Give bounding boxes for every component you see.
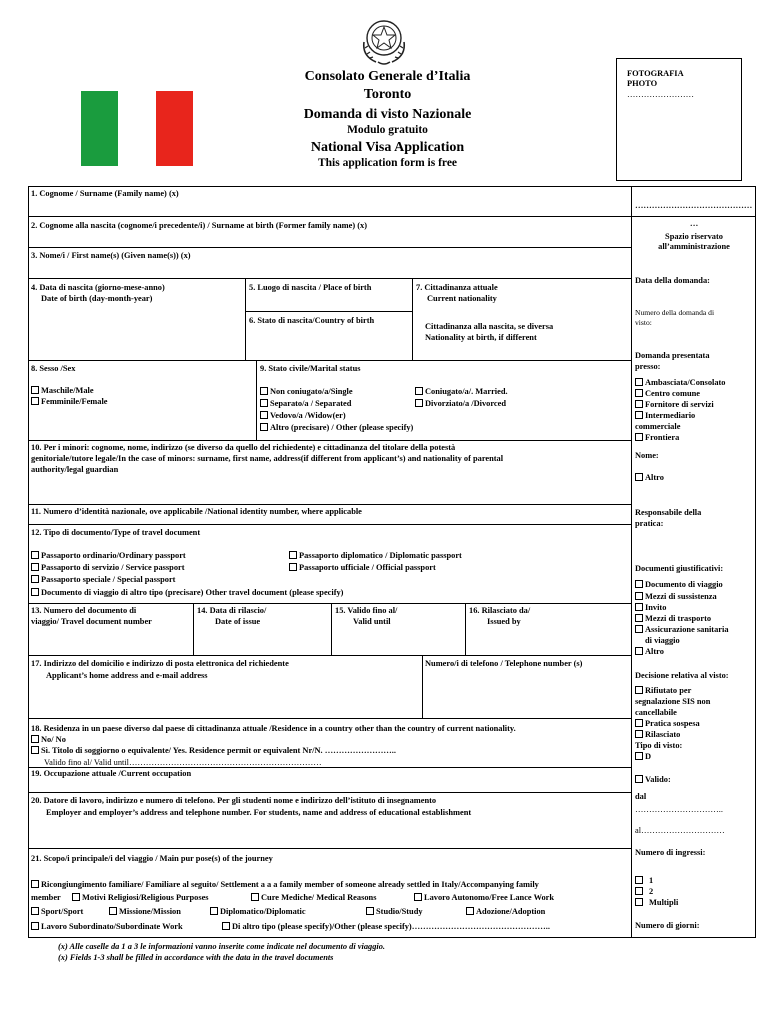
field-21-purpose: 21. Scopo/i principale/i del viaggio / Main pur pose(s) of the journey [31,854,273,863]
footnote-it: (x) Alle caselle da 1 a 3 le informazioni vanno inserite come indicate nel documento di viaggio. [58,942,385,951]
field-7-nationality-en: Current nationality [427,294,497,303]
admin-doc-other-label: Altro [645,647,664,656]
admin-submitted-at: Domanda presentata [635,351,710,360]
admin-application-date: Data della domanda: [635,276,710,285]
residence-yes-checkbox[interactable] [31,746,39,754]
marital-single-checkbox[interactable] [260,387,268,395]
marital-married-label: Coniugato/a/. Married. [425,387,508,396]
field-4-dob[interactable]: 4. Data di nascita (giorno-mese-anno) [31,283,165,292]
marital-separated-option[interactable] [260,399,351,410]
field-15-valid-until[interactable]: 15. Valido fino al/ [335,606,398,615]
field-7-nationality[interactable]: 7. Cittadinanza attuale [416,283,498,292]
field-6-country-of-birth[interactable]: 6. Stato di nascita/Country of birth [249,316,375,325]
form-free-en: This application form is free [317,157,458,169]
purpose-other-option[interactable] [222,922,550,933]
marital-other-label: Altro (precisare) / Other (please specify) [270,423,414,432]
admin-entries-1-option[interactable] [635,876,653,887]
admin-reserved: Spazio riservato [665,232,723,241]
purpose-study-label: Studio/Study [376,907,423,916]
footnote-en: (x) Fields 1-3 shall be filled in accordance with the data in the travel documents [58,953,334,962]
purpose-mission-checkbox[interactable] [109,907,117,915]
doc-diplomatic-checkbox[interactable] [289,551,297,559]
admin-issued-option[interactable] [635,730,680,741]
marital-other-checkbox[interactable] [260,423,268,431]
purpose-adoption-checkbox[interactable] [466,907,474,915]
admin-border-option[interactable] [635,433,679,444]
admin-doc-transport-label: Mezzi di trasporto [645,614,712,623]
doc-official-checkbox[interactable] [289,563,297,571]
admin-doc-transport-checkbox[interactable] [635,614,643,622]
admin-entries-2-checkbox[interactable] [635,887,643,895]
admin-valid-checkbox[interactable] [635,775,643,783]
doc-official-label: Passaporto ufficiale / Official passport [299,563,436,572]
purpose-mission-label: Missione/Mission [119,907,181,916]
purpose-sport-checkbox[interactable] [31,907,39,915]
form-title-en: National Visa Application [310,140,465,155]
admin-responsible-2: pratica: [635,519,664,528]
doc-service-checkbox[interactable] [31,563,39,571]
sex-female-checkbox[interactable] [31,397,39,405]
field-14-issue-date-en: Date of issue [215,617,261,626]
sex-male-checkbox[interactable] [31,386,39,394]
purpose-freelance-option[interactable] [414,893,554,904]
admin-embassy-checkbox[interactable] [635,378,643,386]
marital-divorced-label: Divorziato/a /Divorced [425,399,507,408]
photo-label-it: FOTOGRAFIA [627,69,684,78]
admin-entries-2-label: 2 [649,887,654,896]
marital-other-option[interactable] [260,423,413,434]
flag-green-band [81,91,118,166]
field-20-employer[interactable]: 20. Datore di lavoro, indirizzo e numero di telefono. Per gli studenti nome e indirizzo dell’istituto di insegnamento [31,796,437,805]
admin-border-checkbox[interactable] [635,433,643,441]
purpose-sport-option[interactable] [31,907,83,918]
admin-submitted-at-2: presso: [635,362,661,371]
marital-married-checkbox[interactable] [415,387,423,395]
admin-doc-means-option[interactable] [635,592,717,603]
flag-white-band [118,91,156,166]
field-16-issued-by-en: Issued by [487,617,521,626]
admin-entries: Numero di ingressi: [635,848,706,857]
residence-yes-label: Sì. Titolo di soggiorno o equivalente/ Yes. Residence permit or equivalent Nr/N. …………………….. [41,746,396,755]
admin-common-center-checkbox[interactable] [635,389,643,397]
admin-valid-from-dots[interactable]: ………………………….. [635,805,723,814]
doc-other-option[interactable] [31,588,343,599]
admin-service-provider-checkbox[interactable] [635,400,643,408]
field-8-sex: 8. Sesso /Sex [31,364,76,373]
admin-responsible: Responsabile della [635,508,702,517]
sex-female-label: Femminile/Female [41,397,108,406]
admin-doc-travel-checkbox[interactable] [635,580,643,588]
purpose-study-checkbox[interactable] [366,907,374,915]
doc-other-checkbox[interactable] [31,588,39,596]
marital-widow-checkbox[interactable] [260,411,268,419]
admin-entries-2-option[interactable] [635,887,653,898]
admin-entries-1-label: 1 [649,876,654,885]
admin-intermediary-label-2: commerciale [635,422,681,431]
form-title-it: Domanda di visto Nazionale [303,107,472,122]
admin-doc-insurance-checkbox[interactable] [635,625,643,633]
admin-supporting-docs: Documenti giustificativi: [635,564,724,573]
purpose-family-checkbox[interactable] [31,880,39,888]
purpose-sport-label: Sport/Sport [41,907,84,916]
field-11-national-id[interactable]: 11. Numero d’identità nazionale, ove applicabile /National identity number, where applicable [31,507,362,516]
marital-single-label: Non coniugato/a/Single [270,387,353,396]
admin-doc-invite-label: Invito [645,603,667,612]
field-18-residence: 18. Residenza in un paese diverso dal paese di cittadinanza attuale /Residence in a country other than the country of current nationality. [31,724,516,733]
purpose-religious-option[interactable] [72,893,209,904]
doc-other-label: Documento di viaggio di altro tipo (precisare) Other travel document (please specify) [41,588,344,597]
admin-application-number: Numero della domanda di [635,308,715,317]
city-name: Toronto [363,87,412,102]
admin-application-number-2: visto: [635,318,652,327]
photo-dots: …………………… [627,90,694,99]
admin-visa-type-d-option[interactable] [635,752,651,763]
purpose-medical-option[interactable] [251,893,376,904]
admin-other-checkbox[interactable] [635,473,643,481]
admin-doc-invite-option[interactable] [635,603,666,614]
admin-other-option[interactable] [635,473,664,484]
field-17-address[interactable]: 17. Indirizzo del domicilio e indirizzo di posta elettronica del richiedente [31,659,289,668]
field-10-minors-line3: authority/legal guardian [31,465,119,474]
admin-intermediary-option[interactable] [635,411,695,422]
field-16-issued-by[interactable]: 16. Rilasciato da/ [469,606,531,615]
field-2-surname-at-birth[interactable]: 2. Cognome alla nascita (cognome/i precedente/i) / Surname at birth (Former family name) (x) [31,221,368,230]
admin-doc-travel-option[interactable] [635,580,723,591]
marital-single-option[interactable] [260,387,353,398]
admin-doc-other-checkbox[interactable] [635,647,643,655]
admin-visa-type: Tipo di visto: [635,741,683,750]
doc-service-label: Passaporto di servizio / Service passport [41,563,185,572]
purpose-subordinate-label: Lavoro Subordinato/Subordinate Work [41,922,183,931]
doc-special-checkbox[interactable] [31,575,39,583]
sex-male-option[interactable] [31,386,94,397]
marital-divorced-option[interactable] [415,399,506,410]
admin-service-provider-option[interactable] [635,400,714,411]
doc-ordinary-option[interactable] [31,551,186,562]
field-9-marital-status: 9. Stato civile/Marital status [260,364,361,373]
field-13-doc-number-en: viaggio/ Travel document number [31,617,152,626]
admin-doc-insurance-label: Assicurazione sanitaria [645,625,729,634]
admin-common-center-label: Centro comune [645,389,700,398]
admin-embassy-label: Ambasciata/Consolato [645,378,726,387]
purpose-freelance-label: Lavoro Autonomo/Free Lance Work [424,893,555,902]
admin-other-label: Altro [645,473,664,482]
purpose-study-option[interactable] [366,907,423,918]
admin-valid-from: dal [635,792,647,801]
admin-entries-multi-label: Multipli [649,898,679,907]
purpose-diplomatic-checkbox[interactable] [210,907,218,915]
purpose-diplomatic-option[interactable] [210,907,306,918]
purpose-family-label: Ricongiungimento familiare/ Familiare al seguito/ Settlement a a a family member of someone already settled in Italy/Accompanying family [41,880,539,889]
photo-label-en: PHOTO [627,79,658,88]
purpose-adoption-option[interactable] [466,907,545,918]
field-15-valid-until-en: Valid until [353,617,391,626]
field-17-telephone[interactable]: Numero/i di telefono / Telephone number (s) [425,659,583,668]
field-3-first-names[interactable]: 3. Nome/i / First name(s) (Given name(s)) (x) [31,251,191,260]
admin-refused-option[interactable] [635,686,691,697]
purpose-religious-label: Motivi Religiosi/Religious Purposes [82,893,209,902]
admin-embassy-option[interactable] [635,378,726,389]
doc-diplomatic-label: Passaporto diplomatico / Diplomatic passport [299,551,462,560]
field-20-employer-en: Employer and employer’s address and telephone number. For students, name and address of educational establishment [46,808,472,817]
residence-valid-until[interactable]: Valido fino al/ Valid until…………………………………………………………… [44,758,322,767]
admin-doc-insurance-label-2: di viaggio [645,636,680,645]
admin-suspended-option[interactable] [635,719,700,730]
field-13-doc-number[interactable]: 13. Numero del documento di [31,606,137,615]
field-5-place-of-birth[interactable]: 5. Luogo di nascita / Place of birth [249,283,372,292]
admin-entries-multi-option[interactable] [635,898,678,909]
admin-reserved-2: all’amministrazione [658,242,730,251]
admin-suspended-checkbox[interactable] [635,719,643,727]
purpose-diplomatic-label: Diplomatico/Diplomatic [220,907,306,916]
field-19-occupation[interactable]: 19. Occupazione attuale /Current occupation [31,769,192,778]
admin-entries-1-checkbox[interactable] [635,876,643,884]
admin-service-provider-label: Fornitore di servizi [645,400,714,409]
purpose-religious-checkbox[interactable] [72,893,80,901]
marital-separated-checkbox[interactable] [260,399,268,407]
admin-intermediary-label: Intermediario [645,411,696,420]
field-17-address-en: Applicant’s home address and e-mail address [46,671,208,680]
purpose-family-option[interactable] [31,880,539,891]
purpose-medical-checkbox[interactable] [251,893,259,901]
field-14-issue-date[interactable]: 14. Data di rilascio/ [197,606,267,615]
admin-border-label: Frontiera [645,433,680,442]
purpose-subordinate-option[interactable] [31,922,183,933]
field-7-nationality-birth-en: Nationality at birth, if different [425,333,537,342]
field-10-minors-line2: genitoriale/tutore legale/In the case of minors: surname, first name, address(if different from applicant’s) and nationality of parental [31,454,504,463]
marital-married-option[interactable] [415,387,508,398]
admin-name: Nome: [635,451,659,460]
flag-red-band [156,91,193,166]
admin-suspended-label: Pratica sospesa [645,719,700,728]
field-12-document-type: 12. Tipo di documento/Type of travel document [31,528,201,537]
residence-no-checkbox[interactable] [31,735,39,743]
marital-widow-label: Vedovo/a /Widow(er) [270,411,346,420]
admin-doc-transport-option[interactable] [635,614,711,625]
header [255,68,520,169]
residence-no-label: No/ No [41,735,66,744]
marital-divorced-checkbox[interactable] [415,399,423,407]
admin-doc-means-checkbox[interactable] [635,592,643,600]
doc-service-option[interactable] [31,563,185,574]
admin-doc-insurance-option[interactable] [635,625,729,636]
purpose-medical-label: Cure Mediche/ Medical Reasons [261,893,377,902]
field-4-dob-en: Date of birth (day-month-year) [41,294,153,303]
field-10-minors[interactable]: 10. Per i minori: cognome, nome, indirizzo (se diverso da quello del richiedente) e cittadinanza del titolare della potestà [31,443,456,452]
purpose-other-checkbox[interactable] [222,922,230,930]
admin-intermediary-checkbox[interactable] [635,411,643,419]
residence-no-option[interactable] [31,735,66,746]
photo-box[interactable] [616,58,742,181]
admin-refused-label-3: cancellabile [635,708,677,717]
admin-decision: Decisione relativa al visto: [635,671,729,680]
italian-flag [81,91,193,166]
doc-official-option[interactable] [289,563,436,574]
admin-visa-type-d-checkbox[interactable] [635,752,643,760]
admin-doc-other-option[interactable] [635,647,664,658]
admin-doc-means-label: Mezzi di sussistenza [645,592,717,601]
purpose-adoption-label: Adozione/Adoption [476,907,546,916]
sex-male-label: Maschile/Male [41,386,94,395]
residence-yes-option[interactable] [31,746,396,757]
admin-refused-label-2: segnalazione SIS non [635,697,711,706]
consulate-name: Consolato Generale d’Italia [304,69,471,84]
doc-special-label: Passaporto speciale / Special passport [41,575,176,584]
doc-diplomatic-option[interactable] [289,551,462,562]
form-free-it: Modulo gratuito [347,124,428,136]
admin-valid-to[interactable]: al………………………… [635,826,725,835]
purpose-subordinate-checkbox[interactable] [31,922,39,930]
emblem-icon [356,12,412,68]
admin-refused-checkbox[interactable] [635,686,643,694]
doc-ordinary-label: Passaporto ordinario/Ordinary passport [41,551,186,560]
admin-dots: …………………………………… [635,201,753,210]
field-7-nationality-birth[interactable]: Cittadinanza alla nascita, se diversa [425,322,554,331]
admin-refused-label: Rifiutato per [645,686,692,695]
marital-widow-option[interactable] [260,411,346,422]
admin-doc-travel-label: Documento di viaggio [645,580,723,589]
admin-dots-2: … [689,219,699,228]
admin-doc-invite-checkbox[interactable] [635,603,643,611]
admin-divider [631,186,632,938]
purpose-freelance-checkbox[interactable] [414,893,422,901]
admin-valid-label: Valido: [645,775,671,784]
purpose-mission-option[interactable] [109,907,181,918]
marital-separated-label: Separato/a / Separated [270,399,352,408]
purpose-other-label: Di altro tipo (please specify)/Other (please specify)………………………………………….. [232,922,550,931]
doc-ordinary-checkbox[interactable] [31,551,39,559]
purpose-family-member-label: member [31,893,61,902]
sex-female-option[interactable] [31,397,108,408]
admin-days: Numero di giorni: [635,921,700,930]
field-1-surname[interactable]: 1. Cognome / Surname (Family name) (x) [31,189,179,198]
admin-issued-label: Rilasciato [645,730,681,739]
admin-visa-type-d-label: D [645,752,652,761]
admin-entries-multi-checkbox[interactable] [635,898,643,906]
admin-common-center-option[interactable] [635,389,700,400]
admin-issued-checkbox[interactable] [635,730,643,738]
admin-valid-option[interactable] [635,775,671,786]
doc-special-option[interactable] [31,575,175,586]
